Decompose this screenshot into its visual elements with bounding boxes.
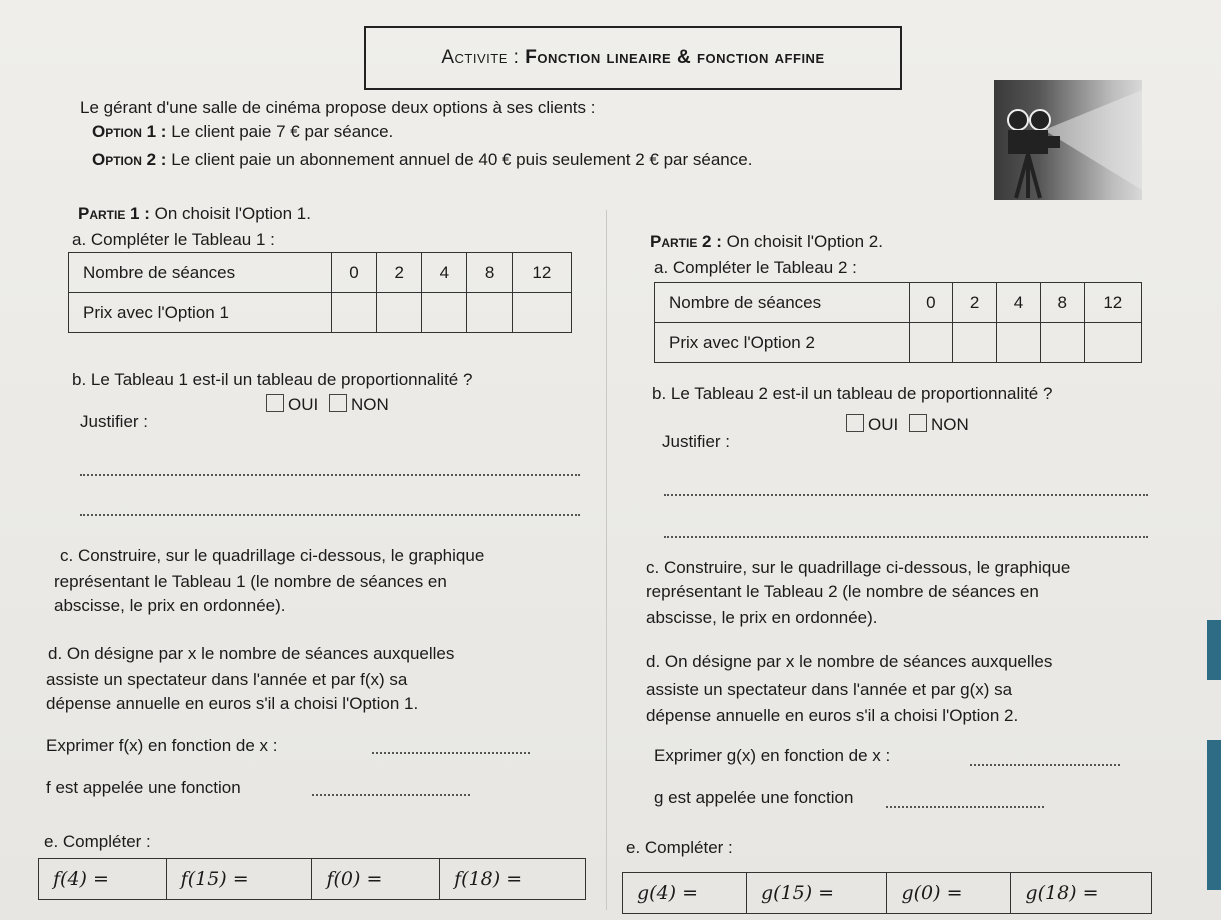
part1-heading: [78, 204, 311, 224]
part2-heading: [650, 232, 883, 252]
table-2: [654, 282, 1142, 363]
table2-col-4: 4: [997, 283, 1041, 323]
option2-label: Option 2 :: [92, 150, 167, 169]
part1-appelee: f est appelée une fonction: [46, 778, 241, 797]
table2-row2-header: Prix avec l'Option 2: [655, 323, 910, 363]
table2-col-12: 12: [1084, 283, 1141, 323]
part2-d-line2: assiste un spectateur dans l'année et par g(x) sa: [646, 680, 1013, 699]
part2-question-b: b. Le Tableau 2 est-il un tableau de proportionnalité ?: [652, 384, 1053, 403]
f-cell[interactable]: f(15) =: [166, 859, 312, 900]
table1-answer-cell[interactable]: [512, 293, 571, 333]
oui-checkbox[interactable]: [266, 394, 284, 412]
part2-question-e: e. Compléter :: [626, 838, 733, 857]
table1-col-12: 12: [512, 253, 571, 293]
edge-decoration: [1207, 740, 1221, 890]
title-prefix: Activite :: [441, 47, 520, 68]
non-label: NON: [350, 395, 389, 414]
part2-d-line3: dépense annuelle en euros s'il a choisi l'Option 2.: [646, 706, 1019, 725]
option1-line: [92, 122, 393, 142]
table2-answer-cell[interactable]: [1084, 323, 1141, 363]
answer-line[interactable]: [664, 494, 1148, 496]
f-cell[interactable]: f(0) =: [312, 859, 440, 900]
answer-line[interactable]: [886, 806, 1044, 808]
table1-answer-cell[interactable]: [422, 293, 467, 333]
film-camera-image: [994, 80, 1142, 200]
part2-appelee: g est appelée une fonction: [654, 788, 854, 807]
table1-row1-header: Nombre de séances: [69, 253, 332, 293]
non-label: NON: [930, 415, 969, 434]
part2-choices: [846, 414, 969, 435]
film-camera-icon: [994, 80, 1142, 200]
part1-text: On choisit l'Option 1.: [154, 204, 311, 223]
table1-col-2: 2: [377, 253, 422, 293]
part1-d-line3: dépense annuelle en euros s'il a choisi l'Option 1.: [46, 694, 419, 713]
answer-line[interactable]: [970, 764, 1120, 766]
oui-checkbox[interactable]: [846, 414, 864, 432]
part2-question-a: a. Compléter le Tableau 2 :: [654, 258, 857, 277]
part2-c-line2: représentant le Tableau 2 (le nombre de séances en: [646, 582, 1039, 601]
part2-text: On choisit l'Option 2.: [726, 232, 883, 251]
part2-exprimer: Exprimer g(x) en fonction de x :: [654, 746, 891, 765]
title-main: Fonction lineaire & fonction affine: [525, 47, 825, 68]
table2-col-8: 8: [1040, 283, 1084, 323]
g-cell[interactable]: g(18) =: [1011, 873, 1152, 914]
table1-col-8: 8: [467, 253, 512, 293]
answer-line[interactable]: [312, 794, 470, 796]
part2-d-line1: d. On désigne par x le nombre de séances auxquelles: [646, 652, 1053, 671]
g-cell[interactable]: g(0) =: [887, 873, 1011, 914]
part1-question-a: a. Compléter le Tableau 1 :: [72, 230, 275, 249]
column-divider: [606, 210, 607, 910]
option2-line: [92, 150, 752, 170]
table1-answer-cell[interactable]: [467, 293, 512, 333]
part1-choices: [266, 394, 389, 415]
part1-d-line1: d. On désigne par x le nombre de séances auxquelles: [48, 644, 455, 663]
table1-col-0: 0: [331, 253, 376, 293]
option1-label: Option 1 :: [92, 122, 167, 141]
table1-row2-header: Prix avec l'Option 1: [69, 293, 332, 333]
table-1: [68, 252, 572, 333]
table1-col-4: 4: [422, 253, 467, 293]
part1-question-e: e. Compléter :: [44, 832, 151, 851]
table1-answer-cell[interactable]: [331, 293, 376, 333]
part2-function-table: [622, 872, 1152, 914]
part1-c-line1: c. Construire, sur le quadrillage ci-dessous, le graphique: [60, 546, 485, 565]
part1-label: Partie 1 :: [78, 204, 150, 223]
part1-exprimer: Exprimer f(x) en fonction de x :: [46, 736, 278, 755]
table2-col-2: 2: [953, 283, 997, 323]
table2-answer-cell[interactable]: [997, 323, 1041, 363]
g-cell[interactable]: g(4) =: [623, 873, 747, 914]
edge-decoration: [1207, 620, 1221, 680]
table2-answer-cell[interactable]: [909, 323, 953, 363]
part1-c-line3: abscisse, le prix en ordonnée).: [54, 596, 286, 615]
table1-answer-cell[interactable]: [377, 293, 422, 333]
part1-question-b: b. Le Tableau 1 est-il un tableau de proportionnalité ?: [72, 370, 473, 389]
part2-c-line1: c. Construire, sur le quadrillage ci-dessous, le graphique: [646, 558, 1071, 577]
f-cell[interactable]: f(18) =: [440, 859, 586, 900]
part2-justifier: Justifier :: [662, 432, 731, 451]
f-cell[interactable]: f(4) =: [39, 859, 167, 900]
part1-justifier: Justifier :: [80, 412, 149, 431]
part1-c-line2: représentant le Tableau 1 (le nombre de séances en: [54, 572, 447, 591]
option1-text: Le client paie 7 € par séance.: [171, 122, 394, 141]
g-cell[interactable]: g(15) =: [746, 873, 887, 914]
answer-line[interactable]: [664, 536, 1148, 538]
part2-c-line3: abscisse, le prix en ordonnée).: [646, 608, 878, 627]
answer-line[interactable]: [80, 474, 580, 476]
part1-d-line2: assiste un spectateur dans l'année et par f(x) sa: [46, 670, 408, 689]
oui-label: OUI: [288, 395, 319, 414]
answer-line[interactable]: [80, 514, 580, 516]
title-box: [364, 26, 902, 90]
table2-row1-header: Nombre de séances: [655, 283, 910, 323]
table2-answer-cell[interactable]: [1040, 323, 1084, 363]
non-checkbox[interactable]: [909, 414, 927, 432]
intro-line: Le gérant d'une salle de cinéma propose deux options à ses clients :: [80, 98, 596, 117]
oui-label: OUI: [868, 415, 899, 434]
non-checkbox[interactable]: [329, 394, 347, 412]
part1-function-table: [38, 858, 586, 900]
table2-answer-cell[interactable]: [953, 323, 997, 363]
part2-label: Partie 2 :: [650, 232, 722, 251]
option2-text: Le client paie un abonnement annuel de 40 € puis seulement 2 € par séance.: [171, 150, 753, 169]
answer-line[interactable]: [372, 752, 530, 754]
table2-col-0: 0: [909, 283, 953, 323]
